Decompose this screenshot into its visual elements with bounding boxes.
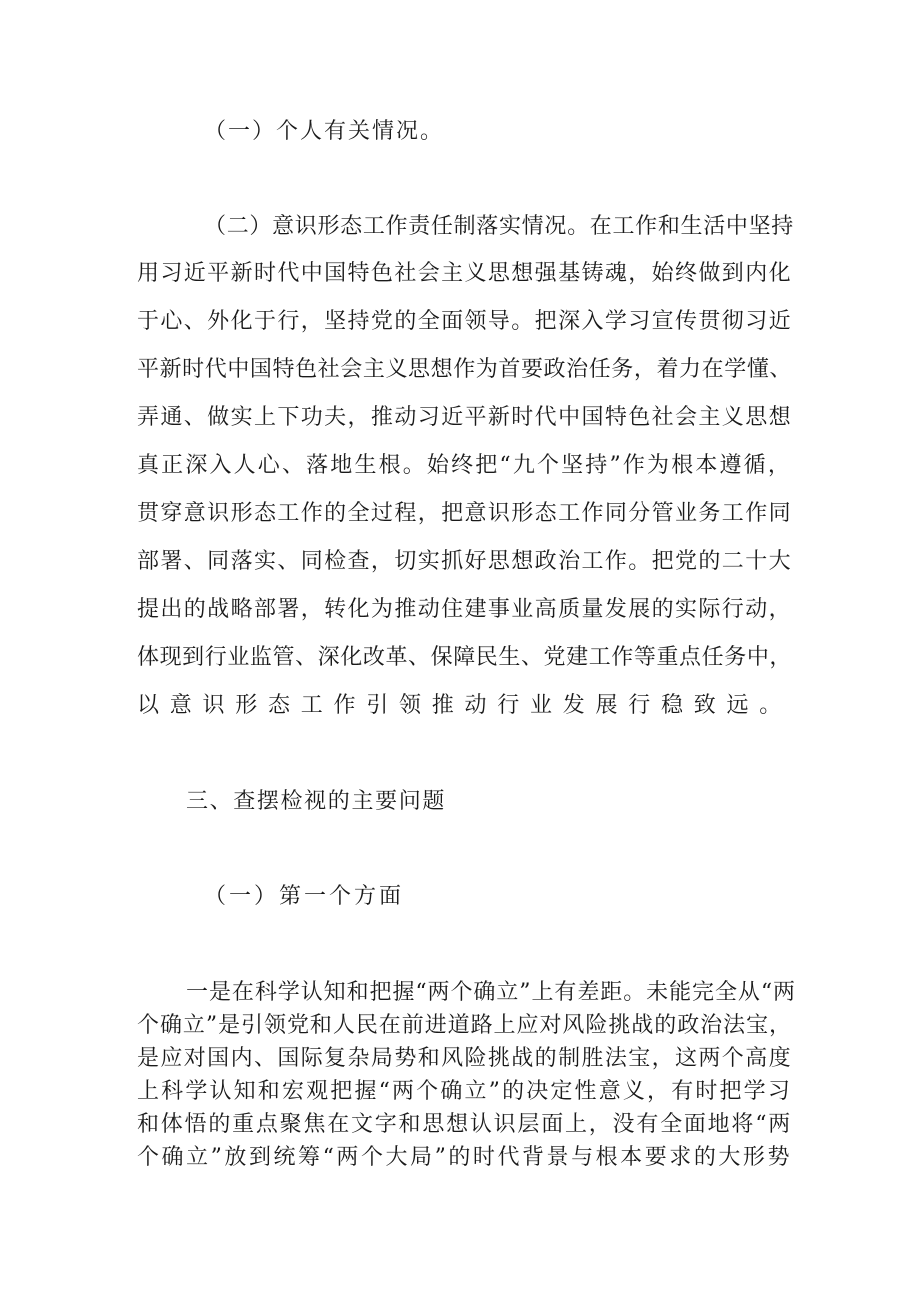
paragraph-line: 以意识形态工作引领推动行业发展行稳致远。 <box>137 693 792 718</box>
paragraph-line: 上科学认知和宏观把握“两个确立”的决定性意义，有时把学习 <box>137 1079 792 1104</box>
heading-personal-situation: （一）个人有关情况。 <box>204 119 444 144</box>
paragraph-line: 用习近平新时代中国特色社会主义思想强基铸魂，始终做到内化 <box>137 261 792 286</box>
paragraph-line: 平新时代中国特色社会主义思想作为首要政治任务，着力在学懂、 <box>137 357 792 382</box>
paragraph-line: 提出的战略部署，转化为推动住建事业高质量发展的实际行动， <box>137 597 792 622</box>
paragraph-line: 是应对国内、国际复杂局势和风险挑战的制胜法宝，这两个高度 <box>137 1046 792 1071</box>
paragraph-line: 于心、外化于行，坚持党的全面领导。把深入学习宣传贯彻习近 <box>137 309 792 334</box>
paragraph-line: 真正深入人心、落地生根。始终把“九个坚持”作为根本遵循， <box>137 453 792 478</box>
paragraph-line: （二）意识形态工作责任制落实情况。在工作和生活中坚持 <box>204 214 794 239</box>
paragraph-line: 弄通、做实上下功夫，推动习近平新时代中国特色社会主义思想 <box>137 405 792 430</box>
paragraph-line: 贯穿意识形态工作的全过程，把意识形态工作同分管业务工作同 <box>137 501 792 526</box>
heading-first-aspect: （一）第一个方面 <box>204 884 404 909</box>
paragraph-line: 体现到行业监管、深化改革、保障民生、党建工作等重点任务中， <box>137 645 792 670</box>
paragraph-line: 一是在科学认知和把握“两个确立”上有差距。未能完全从“两 <box>186 980 796 1005</box>
heading-main-problems: 三、查摆检视的主要问题 <box>186 789 446 814</box>
paragraph-line: 和体悟的重点聚焦在文字和思想认识层面上，没有全面地将“两 <box>137 1112 792 1137</box>
paragraph-line: 部署、同落实、同检查，切实抓好思想政治工作。把党的二十大 <box>137 549 792 574</box>
paragraph-line: 个确立”放到统筹“两个大局”的时代背景与根本要求的大形势 <box>137 1145 792 1170</box>
paragraph-line: 个确立”是引领党和人民在前进道路上应对风险挑战的政治法宝， <box>137 1013 792 1038</box>
